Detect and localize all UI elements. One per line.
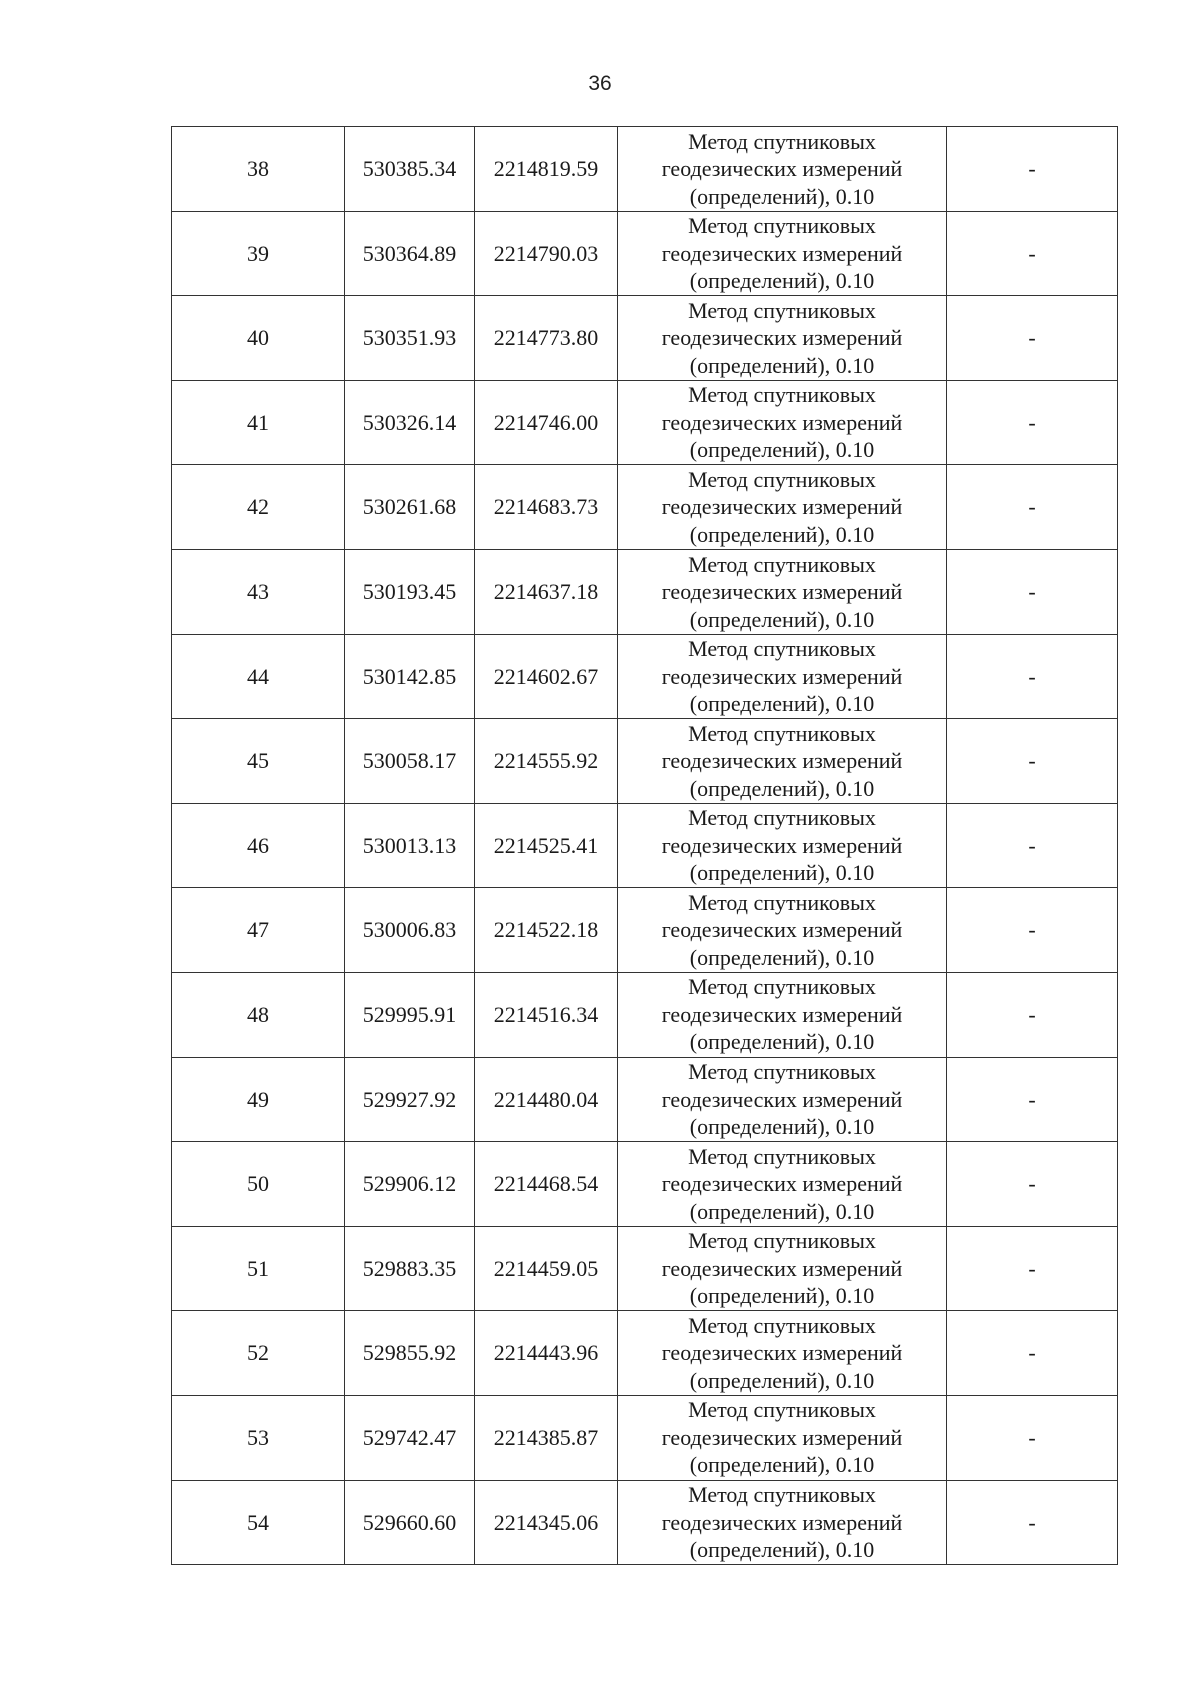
point-number-cell: 48 [172, 972, 345, 1057]
method-text-line: (определений), 0.10 [689, 775, 875, 801]
method-text-line: Метод спутниковых [688, 1143, 876, 1169]
method-text-line: (определений), 0.10 [689, 352, 875, 378]
point-number-cell: 45 [172, 719, 345, 804]
method-text-line: Метод спутниковых [688, 1228, 876, 1254]
method-text-line: геодезических измерений [661, 494, 903, 520]
method-cell [618, 1226, 947, 1311]
coordinate-x-cell: 529855.92 [345, 1311, 475, 1396]
method-text-line: Метод спутниковых [688, 551, 876, 577]
coordinate-x-cell: 530193.45 [345, 549, 475, 634]
coordinate-y-cell: 2214525.41 [475, 803, 618, 888]
method-text-line: геодезических измерений [661, 917, 903, 943]
coordinate-y-cell: 2214790.03 [475, 211, 618, 296]
method-cell [618, 465, 947, 550]
note-cell: - [947, 296, 1118, 381]
note-cell: - [947, 211, 1118, 296]
method-text-line: геодезических измерений [661, 1171, 903, 1197]
coordinate-y-cell: 2214746.00 [475, 380, 618, 465]
table-row [172, 1480, 1118, 1565]
note-cell: - [947, 972, 1118, 1057]
coordinate-x-cell: 529906.12 [345, 1142, 475, 1227]
method-text-line: Метод спутниковых [688, 1312, 876, 1338]
method-text-line: Метод спутниковых [688, 1482, 876, 1508]
note-cell: - [947, 1226, 1118, 1311]
method-text-line: (определений), 0.10 [689, 521, 875, 547]
point-number-cell: 46 [172, 803, 345, 888]
point-number-cell: 47 [172, 888, 345, 973]
method-text-line: Метод спутниковых [688, 382, 876, 408]
coordinate-y-cell: 2214468.54 [475, 1142, 618, 1227]
method-text-line: (определений), 0.10 [689, 1537, 875, 1563]
method-cell [618, 1311, 947, 1396]
coordinate-x-cell: 529927.92 [345, 1057, 475, 1142]
table-row [172, 465, 1118, 550]
method-cell [618, 1142, 947, 1227]
method-cell [618, 380, 947, 465]
point-number-cell: 40 [172, 296, 345, 381]
method-text-line: геодезических измерений [661, 1424, 903, 1450]
point-number-cell: 49 [172, 1057, 345, 1142]
point-number-cell: 41 [172, 380, 345, 465]
method-text-line: (определений), 0.10 [689, 183, 875, 209]
point-number-cell: 54 [172, 1480, 345, 1565]
table-row [172, 1226, 1118, 1311]
coordinate-y-cell: 2214683.73 [475, 465, 618, 550]
coordinate-y-cell: 2214516.34 [475, 972, 618, 1057]
method-text-line: Метод спутниковых [688, 1059, 876, 1085]
method-cell [618, 211, 947, 296]
method-cell [618, 296, 947, 381]
coordinates-table-body [172, 127, 1118, 1565]
method-text-line: геодезических измерений [661, 832, 903, 858]
coordinate-x-cell: 530142.85 [345, 634, 475, 719]
coordinate-x-cell: 530326.14 [345, 380, 475, 465]
note-cell: - [947, 465, 1118, 550]
method-cell [618, 888, 947, 973]
note-cell: - [947, 1057, 1118, 1142]
coordinate-x-cell: 529742.47 [345, 1395, 475, 1480]
note-cell: - [947, 634, 1118, 719]
coordinate-x-cell: 530013.13 [345, 803, 475, 888]
coordinate-y-cell: 2214555.92 [475, 719, 618, 804]
method-cell [618, 803, 947, 888]
method-cell [618, 1057, 947, 1142]
coordinate-y-cell: 2214773.80 [475, 296, 618, 381]
point-number-cell: 50 [172, 1142, 345, 1227]
method-text-line: Метод спутниковых [688, 889, 876, 915]
method-text-line: геодезических измерений [661, 325, 903, 351]
coordinate-x-cell: 530006.83 [345, 888, 475, 973]
method-text-line: геодезических измерений [661, 1001, 903, 1027]
table-row [172, 888, 1118, 973]
coordinate-x-cell: 529660.60 [345, 1480, 475, 1565]
point-number-cell: 44 [172, 634, 345, 719]
coordinate-y-cell: 2214459.05 [475, 1226, 618, 1311]
method-text-line: (определений), 0.10 [689, 860, 875, 886]
note-cell: - [947, 380, 1118, 465]
coordinate-y-cell: 2214602.67 [475, 634, 618, 719]
method-cell [618, 127, 947, 212]
point-number-cell: 38 [172, 127, 345, 212]
coordinate-y-cell: 2214345.06 [475, 1480, 618, 1565]
coordinate-x-cell: 530351.93 [345, 296, 475, 381]
coordinate-x-cell: 530261.68 [345, 465, 475, 550]
method-text-line: Метод спутниковых [688, 213, 876, 239]
table-row [172, 1395, 1118, 1480]
method-text-line: (определений), 0.10 [689, 1114, 875, 1140]
method-cell [618, 634, 947, 719]
table-row [172, 127, 1118, 212]
method-text-line: (определений), 0.10 [689, 691, 875, 717]
method-text-line: (определений), 0.10 [689, 1198, 875, 1224]
method-text-line: геодезических измерений [661, 579, 903, 605]
method-text-line: (определений), 0.10 [689, 1452, 875, 1478]
table-row [172, 380, 1118, 465]
method-text-line: (определений), 0.10 [689, 944, 875, 970]
coordinate-x-cell: 530058.17 [345, 719, 475, 804]
coordinate-y-cell: 2214385.87 [475, 1395, 618, 1480]
method-text-line: геодезических измерений [661, 748, 903, 774]
table-row [172, 211, 1118, 296]
note-cell: - [947, 719, 1118, 804]
note-cell: - [947, 1311, 1118, 1396]
point-number-cell: 42 [172, 465, 345, 550]
coordinate-y-cell: 2214637.18 [475, 549, 618, 634]
table-row [172, 1057, 1118, 1142]
method-text-line: геодезических измерений [661, 409, 903, 435]
page-number: 36 [588, 72, 612, 95]
method-text-line: (определений), 0.10 [689, 606, 875, 632]
method-text-line: геодезических измерений [661, 1086, 903, 1112]
method-text-line: геодезических измерений [661, 1509, 903, 1535]
coordinate-y-cell: 2214480.04 [475, 1057, 618, 1142]
coordinate-y-cell: 2214819.59 [475, 127, 618, 212]
note-cell: - [947, 127, 1118, 212]
method-text-line: Метод спутниковых [688, 297, 876, 323]
table-row [172, 972, 1118, 1057]
table-row [172, 296, 1118, 381]
method-cell [618, 719, 947, 804]
method-text-line: (определений), 0.10 [689, 268, 875, 294]
coordinate-y-cell: 2214443.96 [475, 1311, 618, 1396]
table-row [172, 803, 1118, 888]
note-cell: - [947, 1395, 1118, 1480]
note-cell: - [947, 888, 1118, 973]
point-number-cell: 53 [172, 1395, 345, 1480]
table-row [172, 1311, 1118, 1396]
note-cell: - [947, 1142, 1118, 1227]
method-cell [618, 1395, 947, 1480]
method-text-line: (определений), 0.10 [689, 1029, 875, 1055]
method-text-line: (определений), 0.10 [689, 1367, 875, 1393]
method-text-line: Метод спутниковых [688, 1397, 876, 1423]
point-number-cell: 39 [172, 211, 345, 296]
coordinate-x-cell: 529883.35 [345, 1226, 475, 1311]
point-number-cell: 51 [172, 1226, 345, 1311]
coordinate-x-cell: 530385.34 [345, 127, 475, 212]
table-row [172, 719, 1118, 804]
point-number-cell: 52 [172, 1311, 345, 1396]
table-row [172, 1142, 1118, 1227]
coordinate-x-cell: 530364.89 [345, 211, 475, 296]
method-text-line: Метод спутниковых [688, 466, 876, 492]
coordinate-y-cell: 2214522.18 [475, 888, 618, 973]
method-text-line: геодезических измерений [661, 156, 903, 182]
method-cell [618, 1480, 947, 1565]
method-text-line: Метод спутниковых [688, 805, 876, 831]
note-cell: - [947, 803, 1118, 888]
method-text-line: геодезических измерений [661, 1255, 903, 1281]
method-text-line: (определений), 0.10 [689, 1283, 875, 1309]
note-cell: - [947, 549, 1118, 634]
method-text-line: Метод спутниковых [688, 720, 876, 746]
method-text-line: геодезических измерений [661, 1340, 903, 1366]
coordinate-x-cell: 529995.91 [345, 972, 475, 1057]
method-text-line: (определений), 0.10 [689, 437, 875, 463]
coordinates-table [171, 126, 1118, 1565]
method-cell [618, 549, 947, 634]
note-cell: - [947, 1480, 1118, 1565]
method-text-line: геодезических измерений [661, 240, 903, 266]
table-row [172, 634, 1118, 719]
method-text-line: Метод спутниковых [688, 636, 876, 662]
method-cell [618, 972, 947, 1057]
method-text-line: Метод спутниковых [688, 128, 876, 154]
method-text-line: Метод спутниковых [688, 974, 876, 1000]
point-number-cell: 43 [172, 549, 345, 634]
method-text-line: геодезических измерений [661, 663, 903, 689]
table-row [172, 549, 1118, 634]
